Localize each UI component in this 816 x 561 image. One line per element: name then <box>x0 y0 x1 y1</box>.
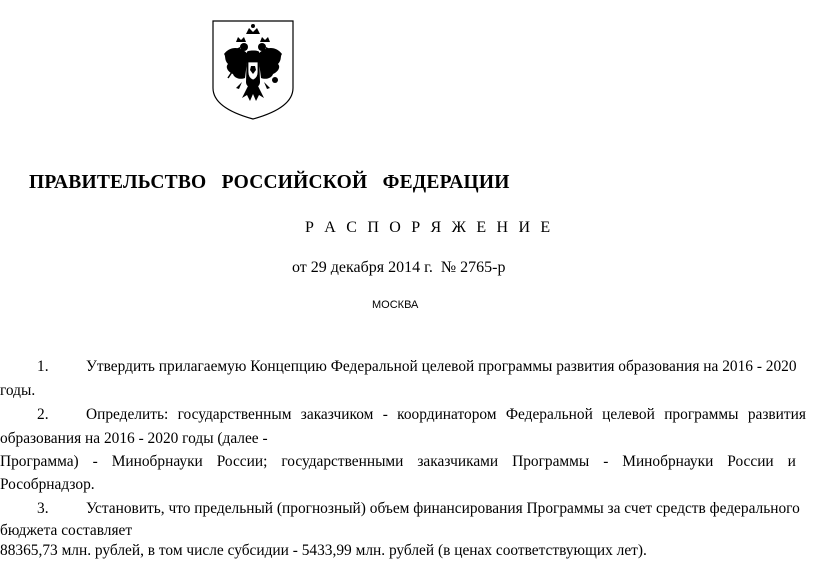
item-3-line-1 <box>37 499 800 519</box>
item-number: 3. <box>37 500 49 517</box>
item-number: 1. <box>37 358 49 375</box>
item-2-line-3 <box>0 452 796 472</box>
word: - <box>92 453 98 470</box>
item-2-line-1-text <box>86 405 806 425</box>
word: заказчиком <box>300 406 374 423</box>
word: России <box>727 453 774 470</box>
item-1-line-1 <box>37 357 797 377</box>
item-3-line-2: бюджета составляет <box>0 522 133 539</box>
word: Федеральной <box>505 406 593 423</box>
word: Минобрнауки <box>622 453 714 470</box>
government-title: ПРАВИТЕЛЬСТВО РОССИЙСКОЙ ФЕДЕРАЦИИ <box>29 172 510 193</box>
document-date-number: от 29 декабря 2014 г. № 2765-р <box>292 259 506 276</box>
item-text: Утвердить прилагаемую Концепцию Федеральной целевой программы развития образования на 2016 - 2020 <box>86 358 797 375</box>
item-2-line-4: Рособрнадзор. <box>0 476 95 493</box>
word: Программа) <box>0 453 79 470</box>
word: Минобрнауки <box>111 453 203 470</box>
item-text: Установить, что предельный (прогнозный) объем финансирования Программы за счет средств федерального <box>86 500 800 517</box>
word: государственными <box>281 453 404 470</box>
word: развития <box>747 406 806 423</box>
emblem <box>212 20 294 120</box>
item-number: 2. <box>37 406 49 423</box>
word: Программы <box>512 453 590 470</box>
word: России; <box>216 453 268 470</box>
word: - <box>382 406 388 423</box>
word: Определить: <box>86 406 169 423</box>
item-3-line-3: 88365,73 млн. рублей, в том числе субсидии - 5433,99 млн. рублей (в ценах соответствующих лет). <box>0 542 647 559</box>
word: программы <box>664 406 739 423</box>
word: заказчиками <box>417 453 499 470</box>
word: - <box>603 453 609 470</box>
word: координатором <box>397 406 497 423</box>
word: и <box>787 453 796 470</box>
word: государственным <box>177 406 292 423</box>
item-1-line-2: годы. <box>0 382 36 399</box>
word: целевой <box>602 406 655 423</box>
item-2-line-1 <box>37 405 86 425</box>
document-type: Р А С П О Р Я Ж Е Н И Е <box>305 219 554 236</box>
item-2-line-2: образования на 2016 - 2020 годы (далее - <box>0 430 268 447</box>
document-city: МОСКВА <box>372 299 419 311</box>
coat-of-arms-icon <box>212 20 294 120</box>
